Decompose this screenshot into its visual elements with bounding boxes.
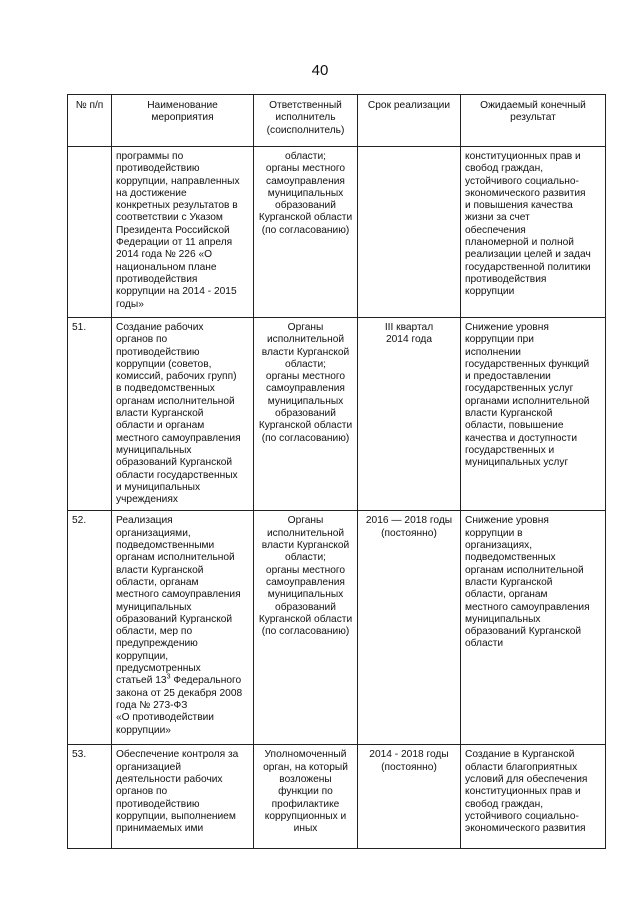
row-number: 51.	[68, 318, 112, 511]
expected-result: Снижение уровня коррупции в организациях, подведомственных органам исполнительной власти Курганской области, органам местного самоуправления муниципальных образований Курганской области	[461, 511, 606, 745]
responsible-executor: Органы исполнительной власти Курганской области; органы местного самоуправления муниципальных образований Курганской области (по согласованию)	[254, 318, 358, 511]
row-number: 53.	[68, 745, 112, 849]
header-number: № п/п	[68, 95, 112, 147]
header-expected-result: Ожидаемый конечный результат	[461, 95, 606, 147]
responsible-executor: Органы исполнительной власти Курганской области; органы местного самоуправления муниципальных образований Курганской области (по согласованию)	[254, 511, 358, 745]
table-row	[68, 147, 606, 318]
table-header-row	[68, 95, 606, 147]
header-implementation-term: Срок реализации	[358, 95, 461, 147]
measure-name: Обеспечение контроля за организацией деятельности рабочих органов по противодействию коррупции, выполнением принимаемых ими	[112, 745, 254, 849]
table-row	[68, 318, 606, 511]
table-row	[68, 511, 606, 745]
implementation-term	[358, 147, 461, 318]
responsible-executor: области; органы местного самоуправления муниципальных образований Курганской области (по согласованию)	[254, 147, 358, 318]
implementation-term: III квартал 2014 года	[358, 318, 461, 511]
table-row	[68, 745, 606, 849]
row-number	[68, 147, 112, 318]
measure-name: программы по противодействию коррупции, направленных на достижение конкретных результатов в соответствии с Указом Президента Российской Федерации от 11 апреля 2014 года № 226 «О национальном плане противодействия коррупции на 2014 - 2015 годы»	[112, 147, 254, 318]
measure-name	[112, 511, 254, 745]
expected-result: конституционных прав и свобод граждан, устойчивого социально- экономического развития и повышения качества жизни за счет обеспечения планомерной и полной реализации целей и задач государственной политики противодействия коррупции	[461, 147, 606, 318]
header-responsible-executor: Ответственный исполнитель (соисполнитель)	[254, 95, 358, 147]
measure-name-part2: Федерального закона от 25 декабря 2008 года № 273-ФЗ «О противодействии коррупции»	[116, 675, 243, 736]
measure-name-part1: Реализация организациями, подведомственными органам исполнительной власти Курганской области, органам местного самоуправления муниципальных образований Курганской области, мер по предупреждению коррупции, предусмотренных статьей 13	[116, 515, 241, 687]
row-number: 52.	[68, 511, 112, 745]
implementation-term: 2016 — 2018 годы (постоянно)	[358, 511, 461, 745]
expected-result: Создание в Курганской области благоприятных условий для обеспечения конституционных прав и свобод граждан, устойчивого социально- экономического развития	[461, 745, 606, 849]
header-measure-name: Наименование мероприятия	[112, 95, 254, 147]
expected-result: Снижение уровня коррупции при исполнении государственных функций и предоставлении государственных услуг органами исполнительной власти Курганской области, повышение качества и доступности государственных и муниципальных услуг	[461, 318, 606, 511]
page-number: 40	[311, 62, 329, 79]
measure-name: Создание рабочих органов по противодействию коррупции (советов, комиссий, рабочих групп) в подведомственных органам исполнительной власти Курганской области и органам местного самоуправления муниципальных образований Курганской области государственных и муниципальных учреждениях	[112, 318, 254, 511]
article-superscript: 3	[166, 673, 171, 681]
measures-table	[67, 94, 606, 849]
responsible-executor: Уполномоченный орган, на который возложены функции по профилактике коррупционных и иных	[254, 745, 358, 849]
implementation-term: 2014 - 2018 годы (постоянно)	[358, 745, 461, 849]
